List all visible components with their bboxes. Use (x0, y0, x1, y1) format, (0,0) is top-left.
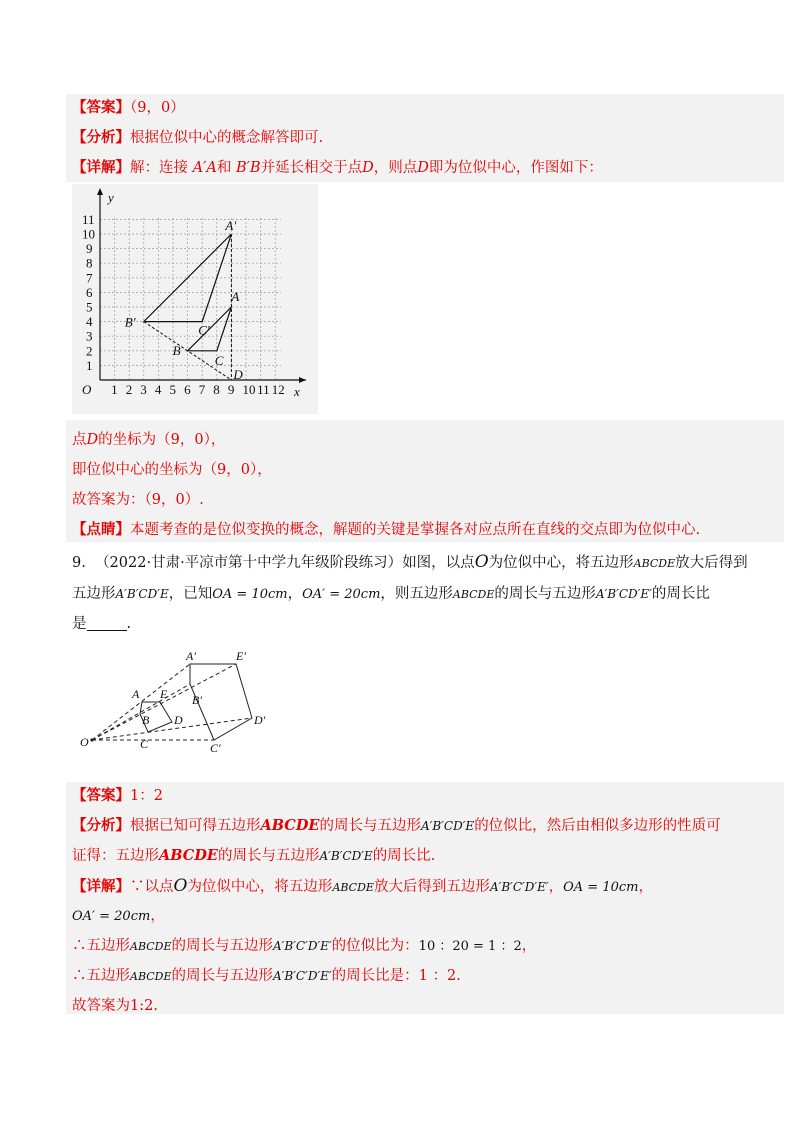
pentagon-abcde: ABCDE (130, 940, 172, 953)
x-tick-label: 10 (242, 382, 256, 397)
text: ∴五边形 (72, 968, 130, 984)
pentagon-abcde: ABCDE (633, 557, 676, 570)
text: 为位似中心，将五边形 (488, 555, 634, 571)
x-tick-label: 3 (140, 382, 147, 397)
text: 如图，以点 (402, 555, 475, 571)
question-number: 9. (72, 555, 86, 571)
pentagon-prime: A′B′C′D′E′ (489, 880, 549, 894)
detail-var: A′A (192, 160, 217, 176)
label-c: C (140, 737, 149, 751)
analysis-text: 根据位似中心的概念解答即可. (130, 130, 324, 146)
detail-tag: 【详解】 (72, 159, 130, 176)
detail-var: D (417, 160, 429, 176)
label-a-prime: A′ (186, 649, 196, 663)
text: 的周长比是： (331, 968, 419, 984)
text: 的位似比，然后由相似多边形的性质可 (474, 818, 721, 834)
pentagon-prime: A′B′CD′E (115, 587, 169, 601)
text: 的周长与五边形 (319, 818, 421, 834)
text: ， (521, 938, 537, 954)
detail-line-2c (72, 936, 536, 957)
origin-label: O (82, 382, 92, 397)
text: 五边形 (72, 586, 116, 602)
detail-text: 并延长相交于点 (260, 160, 363, 176)
comment-line (72, 520, 700, 540)
label-d: D (174, 713, 183, 727)
y-tick-label: 11 (82, 211, 95, 227)
text: 的周长比. (372, 848, 436, 864)
pentagon-prime: A′B′CD′E (319, 849, 373, 863)
text: 点 (72, 432, 87, 448)
final-line-2: 故答案为1:2. (72, 998, 158, 1014)
equation-oa-prime: OA′ = 20cm (72, 909, 151, 924)
text: ， (548, 879, 564, 895)
label-b: B (142, 713, 150, 727)
var-d: D (86, 432, 99, 448)
point-label: A' (225, 218, 237, 233)
var-o: O (474, 552, 489, 572)
text: 的周长与五边形 (171, 968, 273, 984)
question-9-line-2 (72, 584, 710, 605)
text: ，则五边形 (380, 586, 453, 602)
point-label: B (172, 342, 181, 358)
text: 的位似比为： (331, 938, 419, 954)
question-source: （2022·甘肃·平凉市第十中学九年级阶段练习） (95, 555, 403, 571)
y-axis-label: y (108, 190, 114, 205)
detail-var: D (362, 160, 374, 176)
ratio: 10 ：20 = 1 ：2 (418, 939, 522, 954)
center-line: 即位似中心的坐标为（9，0）， (72, 462, 272, 478)
y-tick-label: 4 (86, 314, 93, 330)
analysis-line-1 (72, 128, 323, 148)
text: ∴五边形 (72, 938, 130, 954)
text: 放大后得到 (675, 555, 748, 571)
comment-tag: 【点睛】 (72, 521, 130, 538)
y-tick-label: 6 (86, 284, 93, 300)
label-e: E (160, 687, 168, 701)
pentagon-abcde: ABCDE (452, 588, 495, 601)
y-tick-label: 10 (82, 226, 95, 242)
detail-var: B′B (235, 160, 261, 176)
pentagon-prime: A′B′CD′E (420, 819, 475, 833)
answer-line-2 (72, 786, 163, 806)
answer-value: （9，0） (130, 100, 185, 116)
text: 的周长与五边形 (217, 848, 320, 864)
final-line: 故答案为：（9，0）. (72, 492, 204, 508)
y-tick-label: 8 (86, 255, 93, 271)
x-tick-label: 6 (184, 382, 191, 397)
text: . (456, 968, 461, 984)
detail-line-2b (72, 906, 165, 927)
y-tick-label: 9 (86, 241, 93, 257)
x-tick-label: 2 (125, 382, 133, 397)
x-tick-label: 7 (198, 382, 206, 397)
point-label: D (233, 367, 243, 382)
analysis-tag: 【分析】 (72, 817, 130, 834)
question-9-line-3 (72, 614, 131, 634)
text: 的周长比 (651, 586, 710, 602)
text: 的周长与五边形 (494, 586, 596, 602)
y-tick-label: 2 (86, 343, 93, 359)
question-9-line-1 (72, 552, 748, 574)
coordinate-graph (72, 184, 318, 414)
equation-oa-prime: OA′ = 20cm (302, 587, 381, 602)
analysis-line-2b (72, 846, 435, 866)
y-tick-label: 5 (86, 299, 93, 315)
detail-text: 和 (216, 160, 232, 176)
label-a: A (132, 687, 140, 701)
text: 的坐标为（9，0）， (98, 432, 226, 448)
text: ， (150, 908, 165, 924)
x-tick-label: 11 (257, 382, 270, 397)
y-tick-label: 1 (86, 357, 93, 373)
equation-oa: OA = 10cm (563, 880, 639, 895)
pentagon-abcde: ABCDE (260, 817, 320, 834)
detail-text: ，则点 (373, 160, 418, 176)
equation-oa: OA = 10cm (212, 587, 288, 602)
x-tick-label: 12 (271, 382, 285, 397)
point-label: C' (198, 322, 210, 338)
label-d-prime: D′ (254, 713, 266, 727)
x-tick-label: 8 (213, 382, 220, 397)
pentagon-prime: A′B′CD′E′ (595, 587, 652, 601)
analysis-tag: 【分析】 (72, 129, 130, 146)
point-label: A (231, 289, 240, 304)
answer-blank (87, 616, 127, 631)
text: 的周长与五边形 (171, 938, 273, 954)
pentagon-abcde: ABCDE (130, 970, 172, 983)
label-o: O (80, 735, 89, 749)
answer-line-1 (72, 98, 185, 118)
detail-text: 解：连接 (130, 160, 188, 176)
answer-tag: 【答案】 (72, 99, 130, 116)
x-tick-label: 4 (154, 382, 162, 397)
text: . (126, 616, 132, 632)
y-tick-label: 3 (86, 328, 93, 344)
point-d-line (72, 430, 225, 450)
ratio: 1 ：2 (418, 968, 457, 984)
y-tick-label: 7 (86, 270, 93, 286)
pentagon-abcde: ABCDE (332, 881, 374, 894)
detail-tag: 【详解】 (72, 878, 130, 895)
x-tick-label: 1 (111, 382, 118, 397)
detail-line-2a (72, 876, 653, 898)
text: ∵以点 (130, 879, 174, 895)
pentagon-prime: A′B′C′D′E′ (273, 939, 332, 953)
detail-text: 即为位似中心，作图如下： (428, 160, 603, 176)
x-axis-label: x (294, 384, 300, 399)
analysis-line-2a (72, 816, 721, 836)
detail-line-1 (72, 158, 603, 178)
label-b-prime: B′ (192, 693, 202, 707)
answer-tag: 【答案】 (72, 787, 130, 804)
text: 证得：五边形 (72, 848, 159, 864)
text: 放大后得到五边形 (373, 879, 490, 895)
text: ，已知 (168, 586, 213, 602)
x-tick-label: 5 (169, 382, 176, 397)
answer-value: 1：2 (130, 788, 163, 804)
detail-line-2d (72, 966, 461, 987)
text: ， (287, 586, 303, 602)
text: 是 (72, 616, 87, 632)
text: 根据已知可得五边形 (130, 818, 261, 834)
point-label: B' (124, 314, 136, 330)
label-e-prime: E′ (236, 649, 246, 663)
text: ， (638, 879, 653, 895)
pentagon-figure (80, 644, 280, 756)
var-o: O (173, 876, 188, 896)
text: 为位似中心，将五边形 (187, 879, 333, 895)
comment-text: 本题考查的是位似变换的概念，解题的关键是掌握各对应点所在直线的交点即为位似中心. (130, 522, 701, 538)
label-c-prime: C′ (210, 741, 221, 755)
point-label: C (214, 352, 224, 368)
pentagon-prime: A′B′C′D′E′ (273, 969, 332, 983)
x-tick-label: 9 (227, 382, 235, 397)
pentagon-abcde: ABCDE (159, 847, 218, 864)
